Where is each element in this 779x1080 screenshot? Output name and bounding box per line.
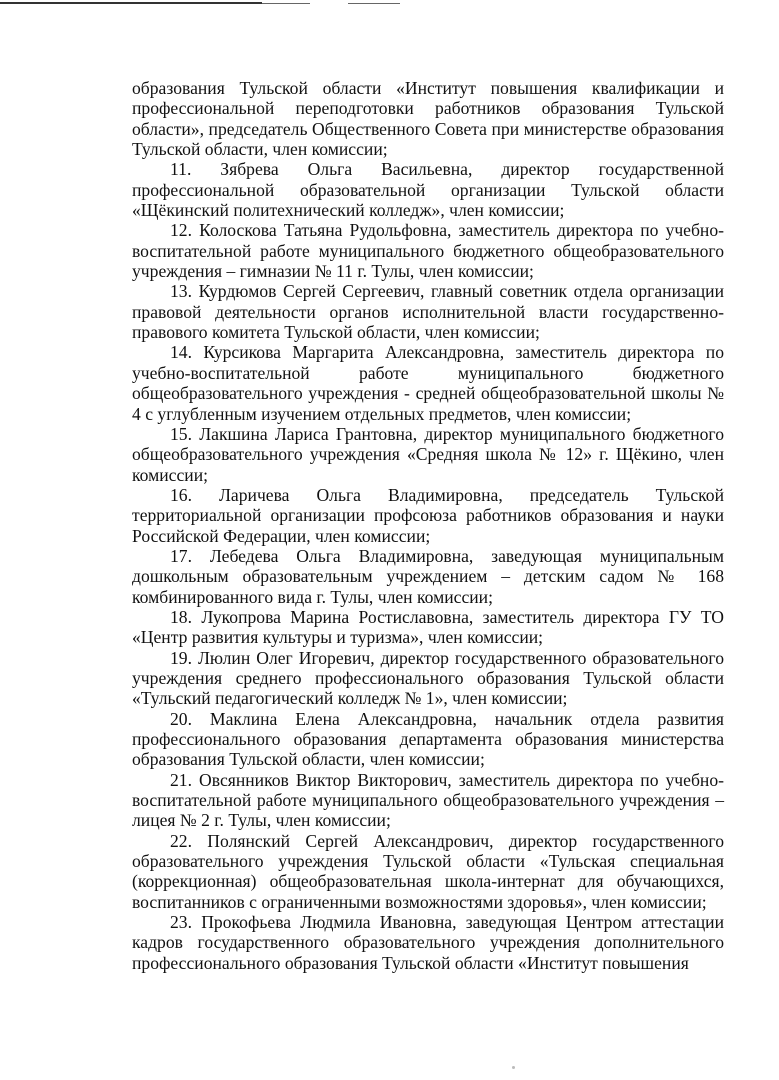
list-item-number: 18. — [170, 606, 192, 627]
top-rule-fragment — [262, 3, 310, 4]
list-item-number: 14. — [170, 342, 192, 363]
list-item-18 — [132, 607, 724, 648]
list-item-number: 21. — [170, 769, 192, 790]
top-rule — [0, 2, 262, 4]
list-item-15 — [132, 424, 724, 485]
list-item-text: Зябрева Ольга Васильевна, директор государственной профессиональной образовательной организации Тульской области «Щёкинский политехнический колледж», член комиссии; — [132, 159, 724, 221]
list-item-16 — [132, 485, 724, 546]
paragraph-text: образования Тульской области «Институт повышения квалификации и профессиональной переподготовки работников образования Тульской области», председатель Общественного Совета при министерстве образования Тульской области, член комиссии; — [132, 78, 724, 160]
list-item-text: Лебедева Ольга Владимировна, заведующая муниципальным дошкольным образовательным учреждением – детским садом № 168 комбинированного вида г. Тулы, член комиссии; — [132, 545, 724, 607]
list-item-21 — [132, 770, 724, 831]
list-item-text: Курсикова Маргарита Александровна, заместитель директора по учебно-воспитательной работе муниципального бюджетного общеобразовательного учреждения - средней общеобразовательной школы № 4 с углубленным изучением отдельных предметов, член комиссии; — [132, 342, 724, 424]
list-item-number: 17. — [170, 545, 192, 566]
list-item-number: 11. — [170, 159, 192, 180]
list-item-number: 16. — [170, 484, 192, 505]
list-item-number: 20. — [170, 708, 192, 729]
list-item-number: 12. — [170, 220, 192, 241]
list-item-text: Колоскова Татьяна Рудольфовна, заместитель директора по учебно-воспитательной работе муниципального бюджетного общеобразовательного учреждения – гимназии № 11 г. Тулы, член комиссии; — [132, 220, 724, 282]
list-item-number: 15. — [170, 423, 192, 444]
list-item-11 — [132, 159, 724, 220]
list-item-text: Лакшина Лариса Грантовна, директор муниципального бюджетного общеобразовательного учреждения «Средняя школа № 12» г. Щёкино, член комиссии; — [132, 423, 724, 485]
list-item-20 — [132, 709, 724, 770]
document-page — [132, 78, 724, 973]
list-item-17 — [132, 546, 724, 607]
list-item-text: Полянский Сергей Александрович, директор государственного образовательного учреждения Тульской области «Тульская специальная (коррекционная) общеобразовательная школа-интернат для обучающихся, воспитанников с ограниченными возможностями здоровья», член комиссии; — [132, 830, 724, 912]
list-item-text: Люлин Олег Игоревич, директор государственного образовательного учреждения среднего профессионального образования Тульской области «Тульский педагогический колледж № 1», член комиссии; — [132, 647, 724, 709]
list-item-12 — [132, 220, 724, 281]
list-item-23 — [132, 912, 724, 973]
list-item-text: Курдюмов Сергей Сергеевич, главный советник отдела организации правовой деятельности органов исполнительной власти государственно-правового комитета Тульской области, член комиссии; — [132, 281, 724, 343]
list-item-13 — [132, 281, 724, 342]
list-item-text: Маклина Елена Александровна, начальник отдела развития профессионального образования департамента образования министерства образования Тульской области, член комиссии; — [132, 708, 724, 770]
list-item-number: 23. — [170, 912, 192, 933]
list-item-19 — [132, 648, 724, 709]
list-item-22 — [132, 831, 724, 912]
list-item-14 — [132, 342, 724, 423]
scan-speck — [512, 1066, 515, 1069]
list-item-text: Овсянников Виктор Викторович, заместитель директора по учебно-воспитательной работе муниципального общеобразовательного учреждения – лицея № 2 г. Тулы, член комиссии; — [132, 769, 724, 831]
paragraph-continued — [132, 78, 724, 159]
list-item-text: Лукопрова Марина Ростиславовна, заместитель директора ГУ ТО «Центр развития культуры и туризма», член комиссии; — [132, 606, 724, 648]
list-item-number: 19. — [170, 647, 192, 668]
list-item-text: Прокофьева Людмила Ивановна, заведующая Центром аттестации кадров государственного образовательного учреждения дополнительного профессионального образования Тульской области «Институт повышения — [132, 912, 724, 973]
list-item-text: Ларичева Ольга Владимировна, председатель Тульской территориальной организации профсоюза работников образования и науки Российской Федерации, член комиссии; — [132, 484, 724, 546]
list-item-number: 13. — [170, 281, 192, 302]
top-rule-fragment — [348, 3, 400, 4]
list-item-number: 22. — [170, 830, 192, 851]
